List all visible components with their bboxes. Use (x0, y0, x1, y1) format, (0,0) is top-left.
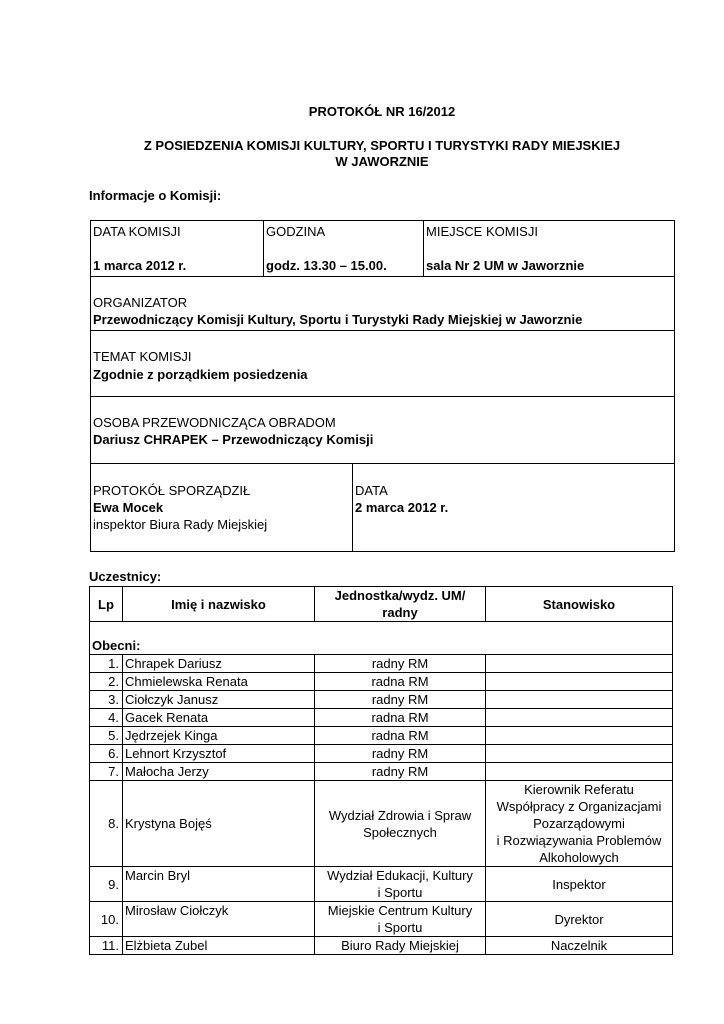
table-row: 10. Mirosław Ciołczyk Miejskie Centrum Kultury i Sportu Dyrektor (90, 902, 673, 937)
organizer-value: Przewodniczący Komisji Kultury, Sportu i Turystyki Rady Miejskiej w Jaworznie (93, 312, 583, 327)
col-name: Imię i nazwisko (123, 587, 315, 622)
document-subtitle-line1: Z POSIEDZENIA KOMISJI KULTURY, SPORTU I TURYSTYKI RADY MIEJSKIEJ (143, 138, 621, 153)
col-unit: Jednostka/wydz. UM/ radny (315, 587, 486, 622)
author-role: inspektor Biura Rady Miejskiej (93, 517, 268, 532)
author-label: PROTOKÓŁ SPORZĄDZIŁ (93, 483, 251, 498)
date-value: 1 marca 2012 r. (93, 258, 187, 273)
table-row: 4. Gacek Renata radna RM (90, 709, 673, 727)
table-row: 11. Elżbieta Zubel Biuro Rady Miejskiej Naczelnik (90, 937, 673, 955)
time-value: godz. 13.30 – 15.00. (266, 258, 387, 273)
chair-value: Dariusz CHRAPEK – Przewodniczący Komisji (93, 432, 374, 447)
topic-label: TEMAT KOMISJI (93, 349, 192, 364)
table-row: 1. Chrapek Dariusz radny RM (90, 655, 673, 673)
topic-value: Zgodnie z porządkiem posiedzenia (93, 367, 308, 382)
table-row: 3. Ciołczyk Janusz radny RM (90, 691, 673, 709)
author-name: Ewa Mocek (93, 500, 164, 515)
document-title: PROTOKÓŁ NR 16/2012 (308, 104, 456, 119)
table-row: 5. Jędrzejek Kinga radna RM (90, 727, 673, 745)
present-label: Obecni: (90, 622, 673, 655)
place-value: sala Nr 2 UM w Jaworznie (426, 258, 585, 273)
table-row: 2. Chmielewska Renata radna RM (90, 673, 673, 691)
doc-date-value: 2 marca 2012 r. (355, 500, 449, 515)
date-label: DATA KOMISJI (93, 224, 181, 239)
info-heading: Informacje o Komisji: (89, 188, 222, 203)
doc-date-label: DATA (355, 483, 388, 498)
table-row: 9. Marcin Bryl Wydział Edukacji, Kultury i Sportu Inspektor (90, 867, 673, 902)
col-lp: Lp (90, 587, 123, 622)
participants-heading: Uczestnicy: (89, 569, 162, 584)
table-row: 8. Krystyna Bojęś Wydział Zdrowia i Spraw Społecznych Kierownik Referatu Współpracy z Organizacjami Pozarządowymi i Rozwiązywania Problemów Alkoholowych (90, 781, 673, 867)
time-label: GODZINA (266, 224, 326, 239)
table-row: 7. Małocha Jerzy radny RM (90, 763, 673, 781)
table-row: 6. Lehnort Krzysztof radny RM (90, 745, 673, 763)
col-position: Stanowisko (486, 587, 673, 622)
place-label: MIEJSCE KOMISJI (426, 224, 538, 239)
organizer-label: ORGANIZATOR (93, 295, 188, 310)
chair-label: OSOBA PRZEWODNICZĄCA OBRADOM (93, 415, 336, 430)
participants-table (89, 586, 673, 955)
document-subtitle-line2: W JAWORZNIE (335, 154, 429, 169)
